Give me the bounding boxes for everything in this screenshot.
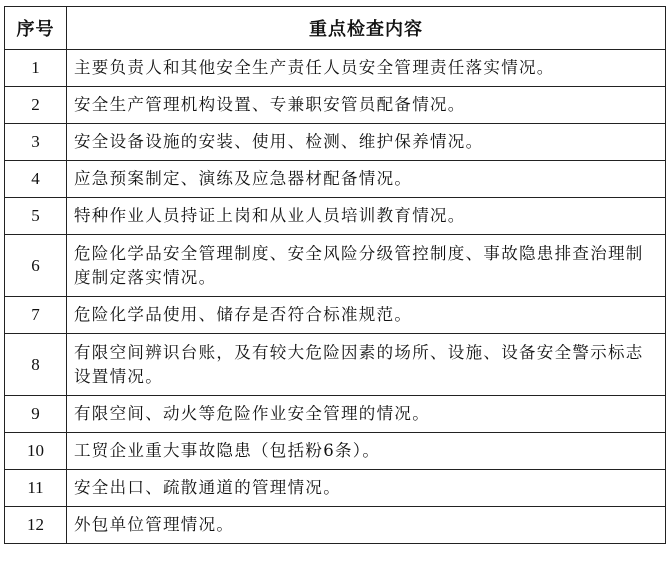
- table-row: [5, 198, 666, 235]
- table-row: [5, 235, 666, 297]
- row-number: 9: [5, 396, 67, 433]
- row-number: 5: [5, 198, 67, 235]
- row-number: 1: [5, 50, 67, 87]
- table-row: [5, 50, 666, 87]
- table-row: [5, 297, 666, 334]
- table-row: [5, 87, 666, 124]
- row-content: 安全设备设施的安装、使用、检测、维护保养情况。: [67, 124, 666, 161]
- table-row: [5, 161, 666, 198]
- table-header-row: [5, 7, 666, 50]
- table-row: [5, 470, 666, 507]
- table-row: [5, 433, 666, 470]
- row-number: 8: [5, 334, 67, 396]
- header-inspection-content: 重点检查内容: [67, 7, 666, 50]
- table-row: [5, 124, 666, 161]
- row-number: 11: [5, 470, 67, 507]
- row-content: 危险化学品使用、储存是否符合标准规范。: [67, 297, 666, 334]
- row-content: 危险化学品安全管理制度、安全风险分级管控制度、事故隐患排查治理制度制定落实情况。: [67, 235, 666, 297]
- row-content: 工贸企业重大事故隐患（包括粉6条）。: [67, 433, 666, 470]
- row-content: 安全出口、疏散通道的管理情况。: [67, 470, 666, 507]
- row-number: 12: [5, 507, 67, 544]
- row-content: 应急预案制定、演练及应急器材配备情况。: [67, 161, 666, 198]
- row-number: 3: [5, 124, 67, 161]
- row-number: 6: [5, 235, 67, 297]
- inspection-table: [4, 6, 666, 544]
- row-number: 10: [5, 433, 67, 470]
- table-row: [5, 396, 666, 433]
- table-row: [5, 507, 666, 544]
- row-number: 2: [5, 87, 67, 124]
- row-number: 7: [5, 297, 67, 334]
- row-content: 特种作业人员持证上岗和从业人员培训教育情况。: [67, 198, 666, 235]
- row-content: 主要负责人和其他安全生产责任人员安全管理责任落实情况。: [67, 50, 666, 87]
- table-row: [5, 334, 666, 396]
- row-content: 有限空间、动火等危险作业安全管理的情况。: [67, 396, 666, 433]
- row-number: 4: [5, 161, 67, 198]
- header-serial-number: 序号: [5, 7, 67, 50]
- row-content: 有限空间辨识台账，及有较大危险因素的场所、设施、设备安全警示标志设置情况。: [67, 334, 666, 396]
- row-content: 安全生产管理机构设置、专兼职安管员配备情况。: [67, 87, 666, 124]
- row-content: 外包单位管理情况。: [67, 507, 666, 544]
